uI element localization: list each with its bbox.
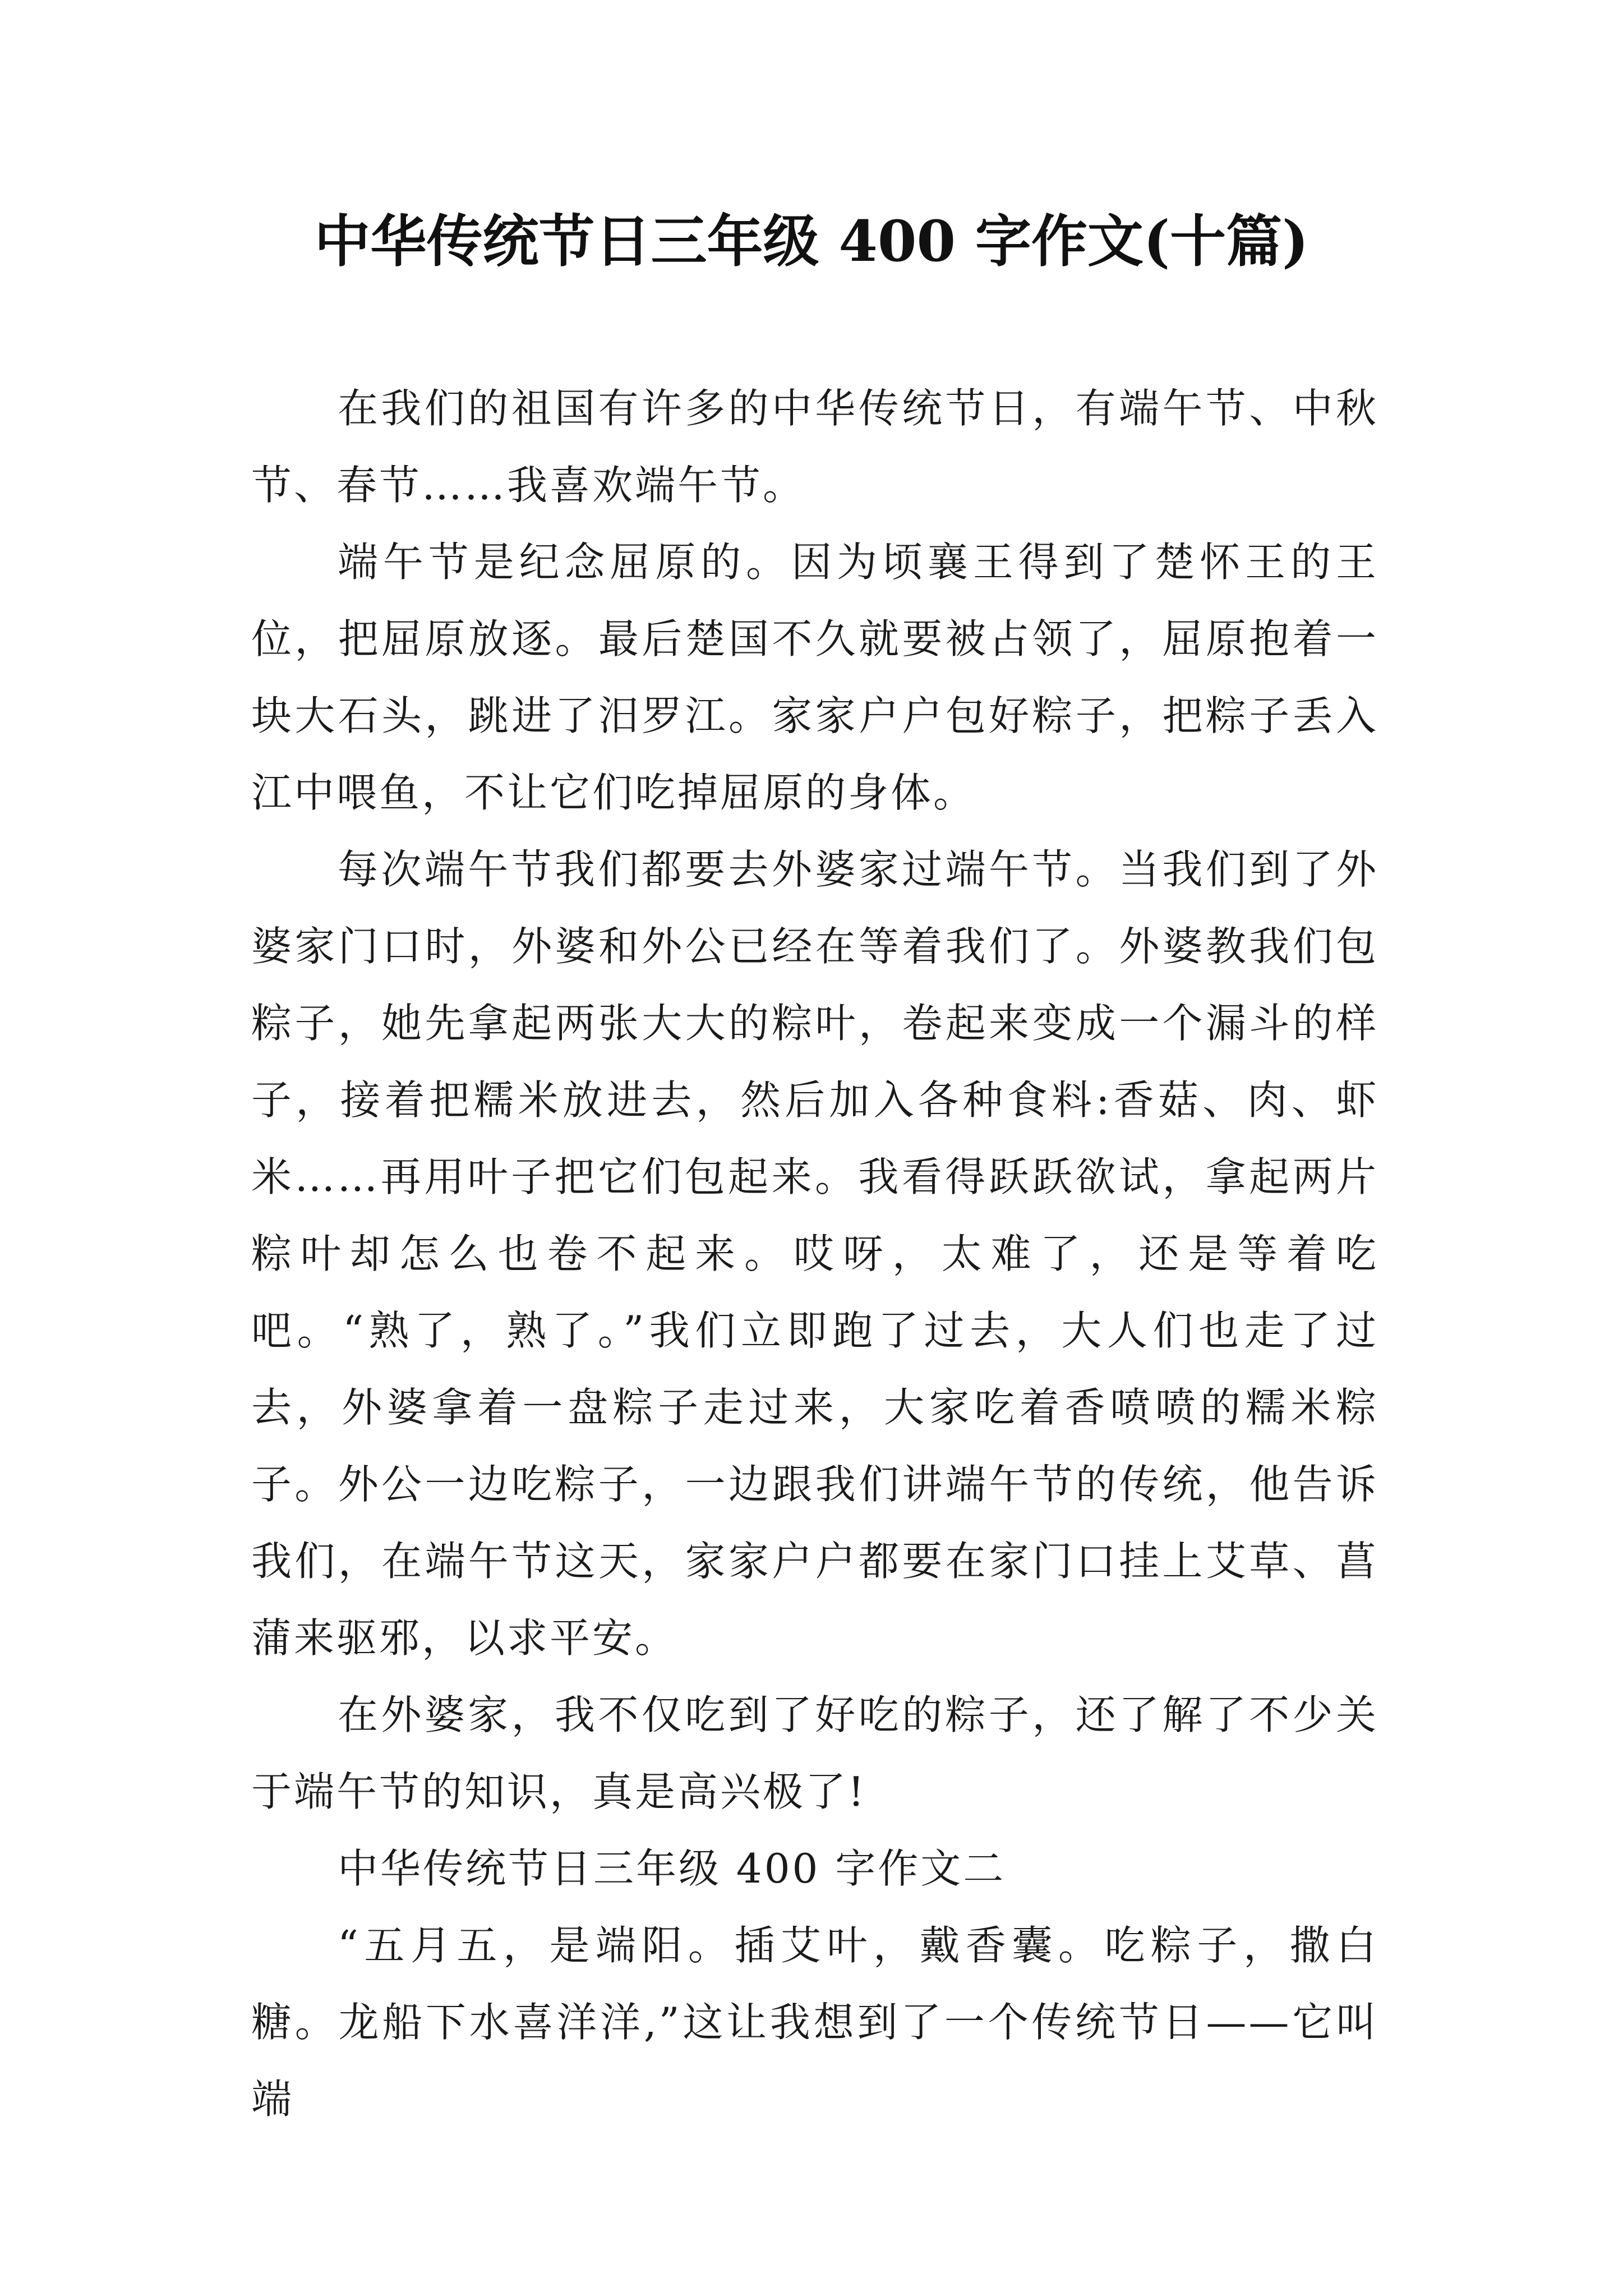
paragraph-conclusion: 在外婆家，我不仅吃到了好吃的粽子，还了解了不少关于端午节的知识，真是高兴极了!: [251, 1691, 1378, 1815]
paragraph-grandma-house: 每次端午节我们都要去外婆家过端午节。当我们到了外婆家门口时，外婆和外公已经在等着我们了。外婆教我们包粽子，她先拿起两张大大的粽叶，卷起来变成一个漏斗的样子，接着把糯米放进去，然后加入各种食料:香菇、肉、虾米……再用叶子把它们包起来。我看得跃跃欲试，拿起两片粽叶却怎么也卷不起来。哎呀，太难了，还是等着吃吧。“熟了，熟了。”我们立即跑了过去，大人们也走了过去，外婆拿着一盘粽子走过来，大家吃着香喷喷的糯米粽子。外公一边吃粽子，一边跟我们讲端午节的传统，他告诉我们，在端午节这天，家家户户都要在家门口挂上艾草、菖蒲来驱邪，以求平安。: [251, 846, 1378, 1662]
document-body: [251, 370, 1378, 2138]
paragraph-intro: 在我们的祖国有许多的中华传统节日，有端午节、中秋节、春节……我喜欢端午节。: [251, 385, 1378, 509]
paragraph-essay-two-start: “五月五，是端阳。插艾叶，戴香囊。吃粽子，撒白糖。龙船下水喜洋洋,”这让我想到了一个传统节日——它叫端: [251, 1922, 1378, 2123]
document-title: 中华传统节日三年级 400 字作文(十篇): [314, 208, 1309, 274]
essay-two-heading: 中华传统节日三年级 400 字作文二: [338, 1845, 1006, 1892]
paragraph-quyuan: 端午节是纪念屈原的。因为顷襄王得到了楚怀王的王位，把屈原放逐。最后楚国不久就要被占领了，屈原抱着一块大石头，跳进了汨罗江。家家户户包好粽子，把粽子丢入江中喂鱼，不让它们吃掉屈原的身体。: [251, 539, 1378, 816]
